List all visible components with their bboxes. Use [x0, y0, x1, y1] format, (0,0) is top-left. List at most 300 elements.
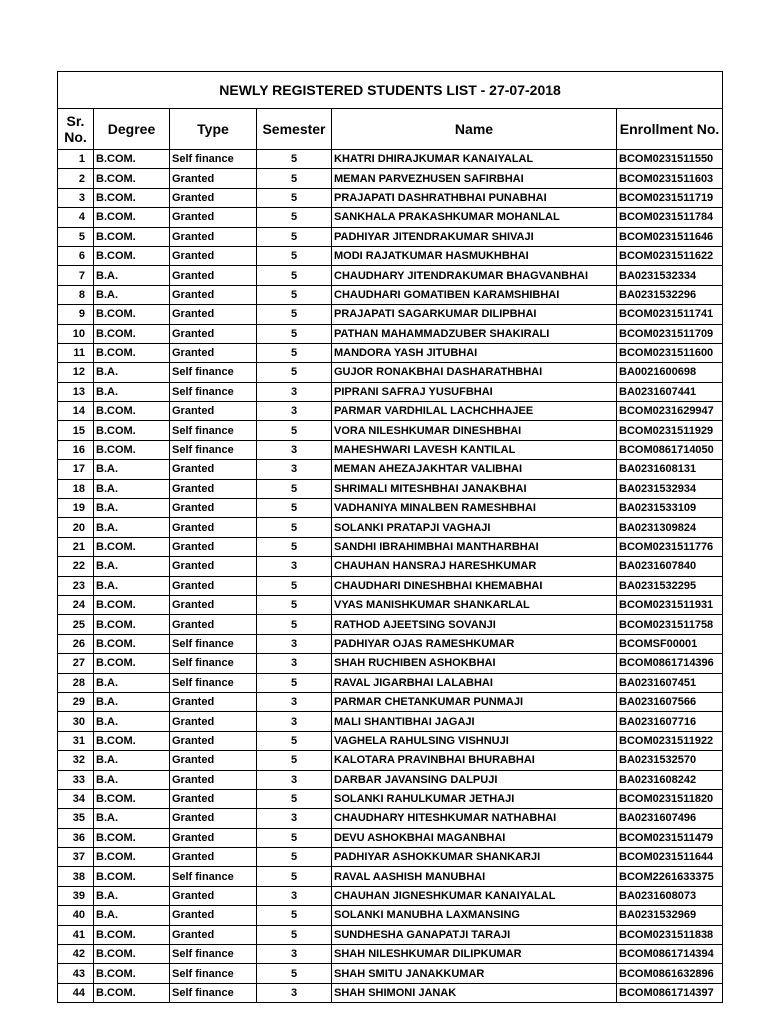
cell-sr-no: 16 — [58, 440, 94, 459]
cell-sr-no: 24 — [58, 595, 94, 614]
cell-degree: B.COM. — [94, 634, 170, 653]
cell-semester: 5 — [257, 246, 332, 265]
cell-degree: B.A. — [94, 363, 170, 382]
cell-type: Granted — [170, 906, 257, 925]
cell-enrollment: BCOM0231511603 — [617, 169, 723, 188]
table-row — [58, 964, 723, 983]
cell-degree: B.COM. — [94, 169, 170, 188]
table-row — [58, 169, 723, 188]
cell-semester: 3 — [257, 402, 332, 421]
col-header-enrollment: Enrollment No. — [617, 109, 723, 150]
cell-name: SANDHI IBRAHIMBHAI MANTHARBHAI — [332, 537, 617, 556]
cell-enrollment: BA0231532334 — [617, 266, 723, 285]
table-body — [58, 150, 723, 1003]
cell-semester: 5 — [257, 848, 332, 867]
cell-enrollment: BCOM0231511931 — [617, 595, 723, 614]
cell-enrollment: BCOM0231511622 — [617, 246, 723, 265]
cell-name: PADHIYAR JITENDRAKUMAR SHIVAJI — [332, 227, 617, 246]
cell-semester: 5 — [257, 731, 332, 750]
col-header-semester: Semester — [257, 109, 332, 150]
cell-degree: B.A. — [94, 712, 170, 731]
cell-type: Granted — [170, 692, 257, 711]
cell-semester: 5 — [257, 906, 332, 925]
table-row — [58, 692, 723, 711]
cell-degree: B.A. — [94, 266, 170, 285]
cell-type: Granted — [170, 402, 257, 421]
cell-type: Granted — [170, 925, 257, 944]
students-table — [57, 71, 723, 1003]
cell-semester: 5 — [257, 789, 332, 808]
cell-sr-no: 18 — [58, 479, 94, 498]
cell-degree: B.A. — [94, 692, 170, 711]
cell-sr-no: 4 — [58, 208, 94, 227]
cell-sr-no: 9 — [58, 305, 94, 324]
cell-sr-no: 42 — [58, 945, 94, 964]
cell-semester: 5 — [257, 305, 332, 324]
cell-enrollment: BCOM0861632896 — [617, 964, 723, 983]
cell-degree: B.COM. — [94, 595, 170, 614]
cell-type: Self finance — [170, 421, 257, 440]
cell-name: KHATRI DHIRAJKUMAR KANAIYALAL — [332, 150, 617, 169]
cell-type: Granted — [170, 343, 257, 362]
table-title: NEWLY REGISTERED STUDENTS LIST - 27-07-2018 — [58, 72, 723, 109]
cell-enrollment: BCOM0231511741 — [617, 305, 723, 324]
cell-degree: B.A. — [94, 557, 170, 576]
cell-semester: 5 — [257, 925, 332, 944]
cell-type: Granted — [170, 479, 257, 498]
cell-type: Granted — [170, 848, 257, 867]
cell-name: PADHIYAR OJAS RAMESHKUMAR — [332, 634, 617, 653]
cell-sr-no: 36 — [58, 828, 94, 847]
table-row — [58, 848, 723, 867]
table-row — [58, 246, 723, 265]
cell-name: MALI SHANTIBHAI JAGAJI — [332, 712, 617, 731]
cell-semester: 5 — [257, 751, 332, 770]
cell-enrollment: BA0231532969 — [617, 906, 723, 925]
cell-degree: B.COM. — [94, 208, 170, 227]
cell-enrollment: BCOM0231629947 — [617, 402, 723, 421]
cell-type: Granted — [170, 809, 257, 828]
sr-label: Sr. — [66, 113, 85, 129]
cell-sr-no: 30 — [58, 712, 94, 731]
cell-enrollment: BCOM2261633375 — [617, 867, 723, 886]
cell-semester: 3 — [257, 770, 332, 789]
cell-name: VORA NILESHKUMAR DINESHBHAI — [332, 421, 617, 440]
cell-enrollment: BA0231607716 — [617, 712, 723, 731]
cell-name: MANDORA YASH JITUBHAI — [332, 343, 617, 362]
table-row — [58, 886, 723, 905]
cell-name: RAVAL AASHISH MANUBHAI — [332, 867, 617, 886]
table-row — [58, 809, 723, 828]
cell-degree: B.COM. — [94, 828, 170, 847]
cell-sr-no: 39 — [58, 886, 94, 905]
cell-enrollment: BA0231608131 — [617, 460, 723, 479]
cell-degree: B.COM. — [94, 848, 170, 867]
table-row — [58, 983, 723, 1002]
cell-name: VYAS MANISHKUMAR SHANKARLAL — [332, 595, 617, 614]
cell-degree: B.COM. — [94, 983, 170, 1002]
cell-type: Self finance — [170, 363, 257, 382]
cell-sr-no: 34 — [58, 789, 94, 808]
table-row — [58, 479, 723, 498]
cell-enrollment: BA0231607451 — [617, 673, 723, 692]
cell-name: SOLANKI PRATAPJI VAGHAJI — [332, 518, 617, 537]
cell-sr-no: 11 — [58, 343, 94, 362]
cell-semester: 5 — [257, 208, 332, 227]
table-row — [58, 285, 723, 304]
cell-type: Self finance — [170, 673, 257, 692]
cell-type: Self finance — [170, 964, 257, 983]
cell-type: Self finance — [170, 634, 257, 653]
cell-type: Self finance — [170, 945, 257, 964]
cell-name: SHRIMALI MITESHBHAI JANAKBHAI — [332, 479, 617, 498]
cell-type: Granted — [170, 188, 257, 207]
cell-degree: B.A. — [94, 576, 170, 595]
cell-enrollment: BCOM0231511838 — [617, 925, 723, 944]
cell-type: Granted — [170, 246, 257, 265]
table-row — [58, 712, 723, 731]
cell-sr-no: 40 — [58, 906, 94, 925]
cell-degree: B.COM. — [94, 440, 170, 459]
cell-enrollment: BA0231309824 — [617, 518, 723, 537]
cell-type: Granted — [170, 460, 257, 479]
table-row — [58, 828, 723, 847]
cell-degree: B.A. — [94, 886, 170, 905]
cell-enrollment: BA0021600698 — [617, 363, 723, 382]
cell-sr-no: 1 — [58, 150, 94, 169]
cell-name: CHAUDHARY JITENDRAKUMAR BHAGVANBHAI — [332, 266, 617, 285]
cell-name: MODI RAJATKUMAR HASMUKHBHAI — [332, 246, 617, 265]
cell-degree: B.COM. — [94, 246, 170, 265]
cell-sr-no: 41 — [58, 925, 94, 944]
cell-semester: 5 — [257, 867, 332, 886]
cell-semester: 3 — [257, 712, 332, 731]
cell-type: Granted — [170, 518, 257, 537]
table-row — [58, 537, 723, 556]
cell-name: PRAJAPATI SAGARKUMAR DILIPBHAI — [332, 305, 617, 324]
cell-semester: 5 — [257, 421, 332, 440]
cell-enrollment: BCOM0231511646 — [617, 227, 723, 246]
cell-semester: 3 — [257, 557, 332, 576]
cell-type: Granted — [170, 227, 257, 246]
cell-type: Granted — [170, 324, 257, 343]
cell-semester: 5 — [257, 615, 332, 634]
cell-type: Self finance — [170, 150, 257, 169]
cell-sr-no: 7 — [58, 266, 94, 285]
cell-name: CHAUDHARI GOMATIBEN KARAMSHIBHAI — [332, 285, 617, 304]
table-row — [58, 440, 723, 459]
cell-sr-no: 14 — [58, 402, 94, 421]
table-row — [58, 654, 723, 673]
cell-enrollment: BCOM0861714396 — [617, 654, 723, 673]
cell-name: PARMAR CHETANKUMAR PUNMAJI — [332, 692, 617, 711]
cell-name: VADHANIYA MINALBEN RAMESHBHAI — [332, 499, 617, 518]
cell-semester: 5 — [257, 343, 332, 362]
table-row — [58, 945, 723, 964]
cell-name: PIPRANI SAFRAJ YUSUFBHAI — [332, 382, 617, 401]
cell-semester: 3 — [257, 654, 332, 673]
cell-name: SHAH SMITU JANAKKUMAR — [332, 964, 617, 983]
cell-degree: B.COM. — [94, 227, 170, 246]
cell-semester: 5 — [257, 324, 332, 343]
cell-degree: B.A. — [94, 770, 170, 789]
cell-semester: 5 — [257, 188, 332, 207]
cell-degree: B.A. — [94, 673, 170, 692]
cell-name: GUJOR RONAKBHAI DASHARATHBHAI — [332, 363, 617, 382]
cell-enrollment: BCOM0231511758 — [617, 615, 723, 634]
cell-enrollment: BA0231607441 — [617, 382, 723, 401]
cell-enrollment: BCOM0231511600 — [617, 343, 723, 362]
cell-semester: 3 — [257, 945, 332, 964]
cell-semester: 5 — [257, 518, 332, 537]
table-row — [58, 867, 723, 886]
cell-type: Granted — [170, 266, 257, 285]
cell-semester: 5 — [257, 537, 332, 556]
cell-degree: B.COM. — [94, 421, 170, 440]
cell-name: MAHESHWARI LAVESH KANTILAL — [332, 440, 617, 459]
table-row — [58, 188, 723, 207]
cell-semester: 3 — [257, 983, 332, 1002]
cell-enrollment: BCOM0231511820 — [617, 789, 723, 808]
cell-degree: B.COM. — [94, 324, 170, 343]
cell-degree: B.COM. — [94, 188, 170, 207]
cell-type: Granted — [170, 595, 257, 614]
table-row — [58, 382, 723, 401]
cell-semester: 5 — [257, 576, 332, 595]
cell-sr-no: 19 — [58, 499, 94, 518]
cell-name: CHAUHAN JIGNESHKUMAR KANAIYALAL — [332, 886, 617, 905]
cell-sr-no: 31 — [58, 731, 94, 750]
cell-sr-no: 10 — [58, 324, 94, 343]
cell-degree: B.A. — [94, 809, 170, 828]
cell-degree: B.COM. — [94, 867, 170, 886]
table-row — [58, 150, 723, 169]
cell-degree: B.COM. — [94, 615, 170, 634]
cell-enrollment: BA0231533109 — [617, 499, 723, 518]
cell-semester: 5 — [257, 150, 332, 169]
cell-name: CHAUDHARY HITESHKUMAR NATHABHAI — [332, 809, 617, 828]
cell-sr-no: 17 — [58, 460, 94, 479]
cell-sr-no: 22 — [58, 557, 94, 576]
cell-type: Granted — [170, 208, 257, 227]
table-row — [58, 731, 723, 750]
cell-type: Granted — [170, 712, 257, 731]
table-row — [58, 595, 723, 614]
cell-semester: 5 — [257, 285, 332, 304]
cell-enrollment: BA0231532295 — [617, 576, 723, 595]
cell-semester: 3 — [257, 382, 332, 401]
cell-name: KALOTARA PRAVINBHAI BHURABHAI — [332, 751, 617, 770]
cell-enrollment: BCOM0231511784 — [617, 208, 723, 227]
cell-sr-no: 38 — [58, 867, 94, 886]
cell-sr-no: 6 — [58, 246, 94, 265]
cell-name: CHAUHAN HANSRAJ HARESHKUMAR — [332, 557, 617, 576]
table-row — [58, 789, 723, 808]
cell-sr-no: 13 — [58, 382, 94, 401]
cell-semester: 3 — [257, 460, 332, 479]
cell-degree: B.A. — [94, 751, 170, 770]
header-row — [58, 109, 723, 150]
cell-type: Granted — [170, 576, 257, 595]
cell-type: Self finance — [170, 440, 257, 459]
cell-sr-no: 15 — [58, 421, 94, 440]
cell-name: DEVU ASHOKBHAI MAGANBHAI — [332, 828, 617, 847]
table-row — [58, 460, 723, 479]
cell-sr-no: 23 — [58, 576, 94, 595]
cell-enrollment: BA0231532570 — [617, 751, 723, 770]
cell-semester: 3 — [257, 634, 332, 653]
cell-semester: 3 — [257, 440, 332, 459]
cell-degree: B.A. — [94, 382, 170, 401]
cell-semester: 5 — [257, 673, 332, 692]
cell-type: Self finance — [170, 983, 257, 1002]
cell-semester: 5 — [257, 828, 332, 847]
table-row — [58, 673, 723, 692]
cell-type: Self finance — [170, 382, 257, 401]
cell-degree: B.COM. — [94, 964, 170, 983]
cell-enrollment: BCOM0231511719 — [617, 188, 723, 207]
cell-degree: B.COM. — [94, 945, 170, 964]
cell-name: VAGHELA RAHULSING VISHNUJI — [332, 731, 617, 750]
table-row — [58, 402, 723, 421]
cell-sr-no: 33 — [58, 770, 94, 789]
cell-sr-no: 32 — [58, 751, 94, 770]
cell-name: MEMAN AHEZAJAKHTAR VALIBHAI — [332, 460, 617, 479]
table-row — [58, 615, 723, 634]
cell-sr-no: 25 — [58, 615, 94, 634]
cell-enrollment: BCOM0861714050 — [617, 440, 723, 459]
cell-name: SOLANKI MANUBHA LAXMANSING — [332, 906, 617, 925]
cell-enrollment: BCOM0231511929 — [617, 421, 723, 440]
cell-name: DARBAR JAVANSING DALPUJI — [332, 770, 617, 789]
table-row — [58, 906, 723, 925]
col-header-name: Name — [332, 109, 617, 150]
cell-enrollment: BCOM0231511776 — [617, 537, 723, 556]
cell-enrollment: BCOM0231511709 — [617, 324, 723, 343]
cell-degree: B.COM. — [94, 654, 170, 673]
cell-enrollment: BA0231608242 — [617, 770, 723, 789]
table-row — [58, 363, 723, 382]
cell-enrollment: BA0231607840 — [617, 557, 723, 576]
cell-type: Granted — [170, 828, 257, 847]
table-row — [58, 518, 723, 537]
cell-sr-no: 8 — [58, 285, 94, 304]
cell-type: Granted — [170, 537, 257, 556]
col-header-degree: Degree — [94, 109, 170, 150]
cell-enrollment: BCOM0231511550 — [617, 150, 723, 169]
cell-semester: 3 — [257, 692, 332, 711]
cell-semester: 5 — [257, 499, 332, 518]
cell-sr-no: 29 — [58, 692, 94, 711]
table-row — [58, 324, 723, 343]
table-row — [58, 557, 723, 576]
cell-type: Granted — [170, 886, 257, 905]
cell-enrollment: BA0231532296 — [617, 285, 723, 304]
table-row — [58, 751, 723, 770]
cell-type: Granted — [170, 499, 257, 518]
table-row — [58, 499, 723, 518]
cell-name: SANKHALA PRAKASHKUMAR MOHANLAL — [332, 208, 617, 227]
table-row — [58, 770, 723, 789]
cell-sr-no: 37 — [58, 848, 94, 867]
cell-enrollment: BCOM0231511479 — [617, 828, 723, 847]
cell-enrollment: BA0231532934 — [617, 479, 723, 498]
cell-enrollment: BCOM0861714397 — [617, 983, 723, 1002]
cell-semester: 3 — [257, 809, 332, 828]
cell-type: Granted — [170, 305, 257, 324]
cell-enrollment: BA0231608073 — [617, 886, 723, 905]
cell-semester: 5 — [257, 479, 332, 498]
col-header-sr-no — [58, 109, 94, 150]
cell-semester: 5 — [257, 169, 332, 188]
cell-type: Granted — [170, 751, 257, 770]
cell-degree: B.A. — [94, 285, 170, 304]
cell-name: SHAH RUCHIBEN ASHOKBHAI — [332, 654, 617, 673]
cell-name: SHAH NILESHKUMAR DILIPKUMAR — [332, 945, 617, 964]
table-row — [58, 576, 723, 595]
cell-sr-no: 26 — [58, 634, 94, 653]
cell-name: RATHOD AJEETSING SOVANJI — [332, 615, 617, 634]
cell-semester: 5 — [257, 964, 332, 983]
cell-type: Granted — [170, 731, 257, 750]
cell-name: PARMAR VARDHILAL LACHCHHAJEE — [332, 402, 617, 421]
cell-sr-no: 2 — [58, 169, 94, 188]
cell-degree: B.COM. — [94, 305, 170, 324]
table-row — [58, 925, 723, 944]
cell-degree: B.COM. — [94, 150, 170, 169]
cell-degree: B.A. — [94, 906, 170, 925]
cell-degree: B.COM. — [94, 731, 170, 750]
cell-name: PATHAN MAHAMMADZUBER SHAKIRALI — [332, 324, 617, 343]
cell-sr-no: 3 — [58, 188, 94, 207]
cell-sr-no: 44 — [58, 983, 94, 1002]
table-row — [58, 343, 723, 362]
cell-degree: B.A. — [94, 499, 170, 518]
cell-name: CHAUDHARI DINESHBHAI KHEMABHAI — [332, 576, 617, 595]
cell-name: PADHIYAR ASHOKKUMAR SHANKARJI — [332, 848, 617, 867]
table-row — [58, 266, 723, 285]
cell-type: Granted — [170, 169, 257, 188]
cell-semester: 5 — [257, 363, 332, 382]
cell-sr-no: 5 — [58, 227, 94, 246]
cell-enrollment: BA0231607496 — [617, 809, 723, 828]
table-row — [58, 208, 723, 227]
cell-semester: 5 — [257, 266, 332, 285]
cell-semester: 5 — [257, 227, 332, 246]
cell-type: Granted — [170, 615, 257, 634]
cell-sr-no: 20 — [58, 518, 94, 537]
cell-sr-no: 35 — [58, 809, 94, 828]
cell-degree: B.COM. — [94, 343, 170, 362]
cell-degree: B.COM. — [94, 789, 170, 808]
cell-type: Self finance — [170, 867, 257, 886]
cell-name: RAVAL JIGARBHAI LALABHAI — [332, 673, 617, 692]
table-row — [58, 421, 723, 440]
cell-name: PRAJAPATI DASHRATHBHAI PUNABHAI — [332, 188, 617, 207]
cell-sr-no: 12 — [58, 363, 94, 382]
cell-name: MEMAN PARVEZHUSEN SAFIRBHAI — [332, 169, 617, 188]
cell-name: SHAH SHIMONI JANAK — [332, 983, 617, 1002]
cell-degree: B.COM. — [94, 402, 170, 421]
cell-enrollment: BCOM0231511922 — [617, 731, 723, 750]
col-header-type: Type — [170, 109, 257, 150]
table-row — [58, 634, 723, 653]
cell-type: Granted — [170, 557, 257, 576]
cell-enrollment: BCOMSF00001 — [617, 634, 723, 653]
cell-type: Granted — [170, 789, 257, 808]
cell-degree: B.A. — [94, 479, 170, 498]
cell-enrollment: BCOM0231511644 — [617, 848, 723, 867]
